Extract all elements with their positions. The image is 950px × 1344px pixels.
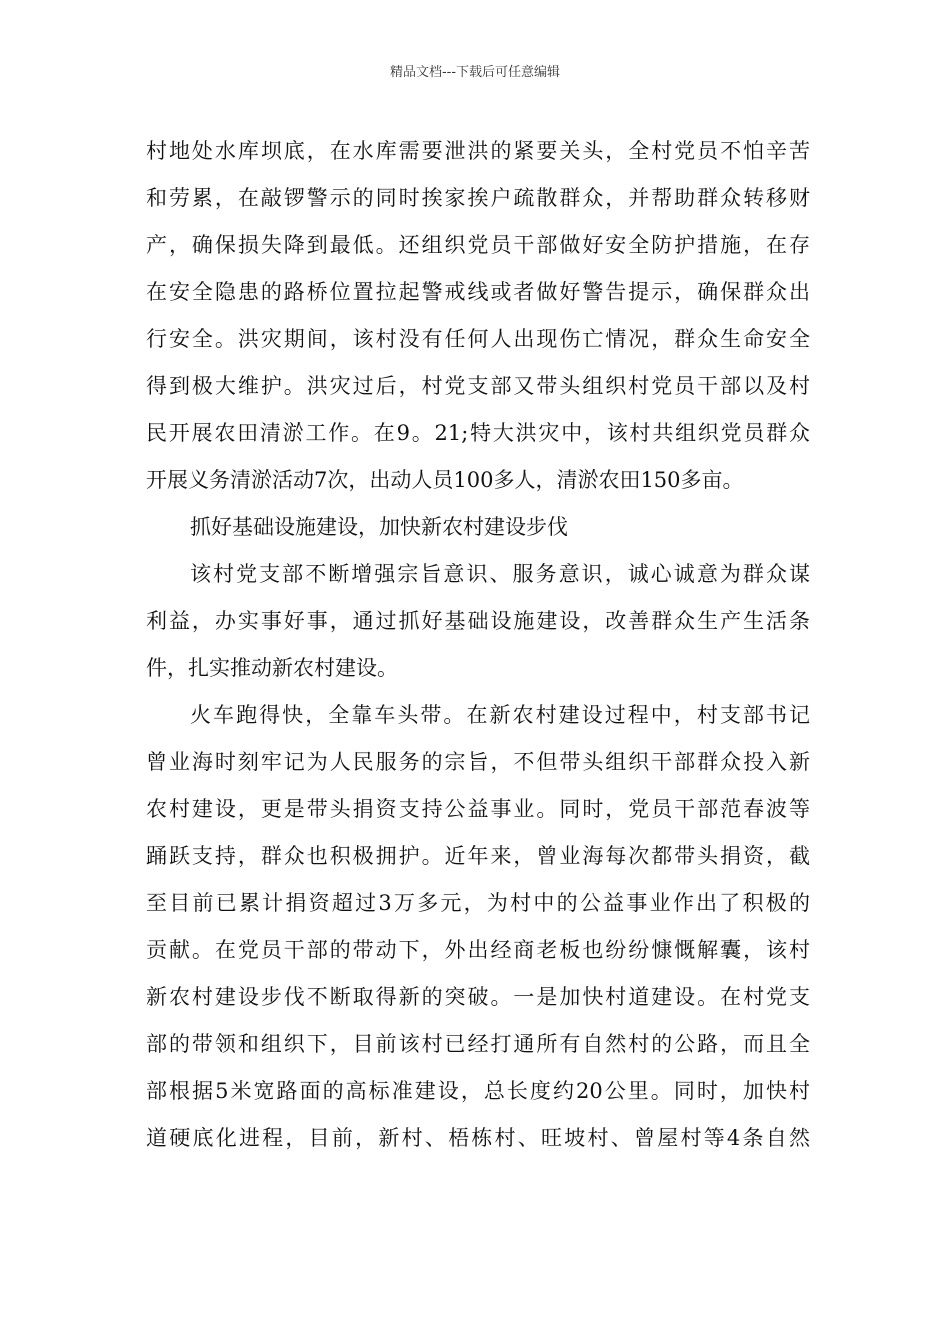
page-header: 精品文档---下载后可任意编辑 xyxy=(389,65,561,80)
text-line: 得到极大维护。洪灾过后，村党支部又带头组织村党员干部以及村 xyxy=(146,374,810,398)
section-heading: 抓好基础设施建设，加快新农村建设步伐 xyxy=(190,515,568,539)
text-line: 产，确保损失降到最低。还组织党员干部做好安全防护措施，在存 xyxy=(146,233,810,257)
text-line: 农村建设，更是带头捐资支持公益事业。同时，党员干部范春波等 xyxy=(146,797,810,821)
text-line: 和劳累，在敲锣警示的同时挨家挨户疏散群众，并帮助群众转移财 xyxy=(146,186,810,210)
text-line: 至目前已累计捐资超过3万多元，为村中的公益事业作出了积极的 xyxy=(146,891,810,915)
text-line: 部根据5米宽路面的高标准建设，总长度约20公里。同时，加快村 xyxy=(146,1079,810,1103)
text-line: 新农村建设步伐不断取得新的突破。一是加快村道建设。在村党支 xyxy=(146,985,810,1009)
text-line: 件，扎实推动新农村建设。 xyxy=(146,656,398,680)
document-body xyxy=(146,128,810,1162)
text-line: 该村党支部不断增强宗旨意识、服务意识，诚心诚意为群众谋 xyxy=(190,562,810,586)
text-line: 道硬底化进程，目前，新村、梧栋村、旺坡村、曾屋村等4条自然 xyxy=(146,1126,810,1150)
text-line: 行安全。洪灾期间，该村没有任何人出现伤亡情况，群众生命安全 xyxy=(146,327,810,351)
text-line: 踊跃支持，群众也积极拥护。近年来，曾业海每次都带头捐资，截 xyxy=(146,844,810,868)
text-line: 利益，办实事好事，通过抓好基础设施建设，改善群众生产生活条 xyxy=(146,609,810,633)
text-line: 贡献。在党员干部的带动下，外出经商老板也纷纷慷慨解囊，该村 xyxy=(146,938,810,962)
text-line: 曾业海时刻牢记为人民服务的宗旨，不但带头组织干部群众投入新 xyxy=(146,750,810,774)
text-line: 部的带领和组织下，目前该村已经打通所有自然村的公路，而且全 xyxy=(146,1032,810,1056)
text-line: 民开展农田清淤工作。在9。21;特大洪灾中，该村共组织党员群众 xyxy=(146,421,810,445)
text-line: 开展义务清淤活动7次，出动人员100多人，清淤农田150多亩。 xyxy=(146,468,744,492)
text-line: 火车跑得快，全靠车头带。在新农村建设过程中，村支部书记 xyxy=(190,703,810,727)
text-line: 在安全隐患的路桥位置拉起警戒线或者做好警告提示，确保群众出 xyxy=(146,280,810,304)
text-line: 村地处水库坝底，在水库需要泄洪的紧要关头，全村党员不怕辛苦 xyxy=(146,139,810,163)
